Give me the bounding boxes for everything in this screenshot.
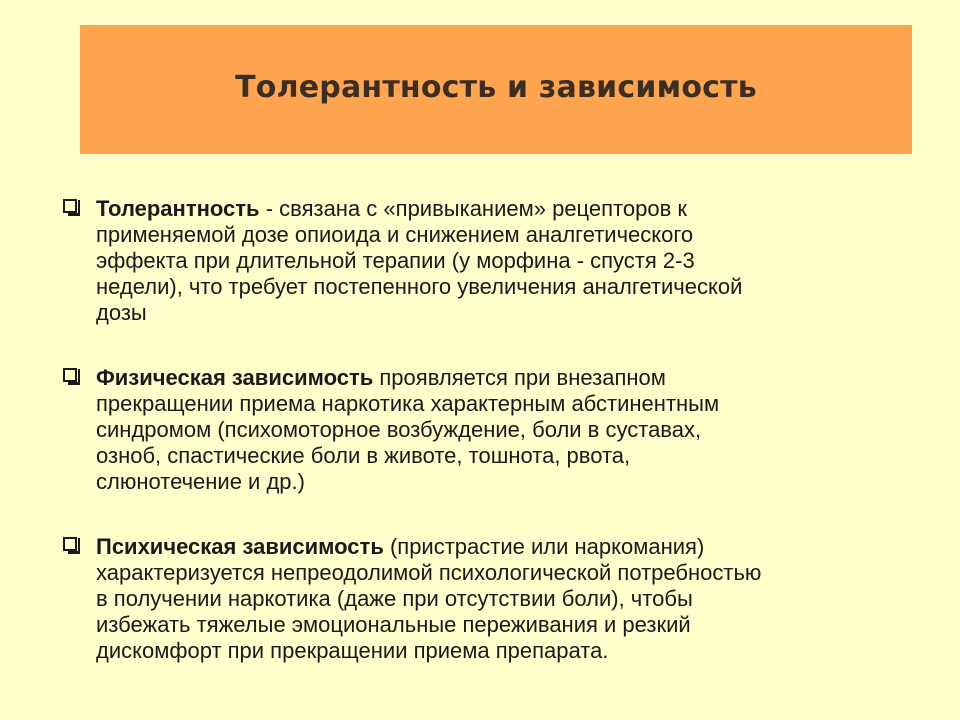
hollow-square-bullet-icon — [63, 368, 77, 382]
hollow-square-bullet-icon — [63, 199, 77, 213]
bullet-item-psychological-dependence — [60, 534, 920, 664]
bullet-list — [60, 196, 920, 664]
bullet-term: Психическая зависимость — [96, 534, 384, 559]
bullet-line — [96, 365, 920, 391]
bullet-text: проявляется при внезапном — [373, 365, 666, 390]
bullet-line: в получении наркотика (даже при отсутствии боли), чтобы — [96, 586, 693, 611]
bullet-line — [96, 196, 920, 222]
bullet-text: - связана с «привыканием» рецепторов к — [259, 196, 688, 221]
hollow-square-bullet-icon — [63, 537, 77, 551]
bullet-line: характеризуется непреодолимой психологической потребностью — [96, 560, 762, 585]
bullet-line: прекращении приема наркотика характерным абстинентным — [96, 391, 720, 416]
title-band — [80, 25, 912, 154]
bullet-term: Физическая зависимость — [96, 365, 374, 390]
bullet-line: эффекта при длительной терапии (у морфина - спустя 2-3 — [96, 248, 695, 273]
bullet-line: синдромом (психомоторное возбуждение, боли в суставах, — [96, 417, 702, 442]
slide-title: Толерантность и зависимость — [235, 70, 757, 105]
bullet-line: дозы — [96, 300, 147, 325]
bullet-item-physical-dependence — [60, 365, 920, 495]
bullet-item-tolerance — [60, 196, 920, 326]
bullet-text: (пристрастие или наркомания) — [383, 534, 705, 559]
bullet-line: слюнотечение и др.) — [96, 469, 305, 494]
bullet-term: Толерантность — [96, 196, 260, 221]
bullet-line: дискомфорт при прекращении приема препарата. — [96, 638, 609, 663]
bullet-line — [96, 534, 920, 560]
bullet-line: озноб, спастические боли в животе, тошнота, рвота, — [96, 443, 631, 468]
bullet-line: избежать тяжелые эмоциональные переживания и резкий — [96, 612, 691, 637]
bullet-line: применяемой дозе опиоида и снижением аналгетического — [96, 222, 694, 247]
bullet-line: недели), что требует постепенного увеличения аналгетической — [96, 274, 743, 299]
